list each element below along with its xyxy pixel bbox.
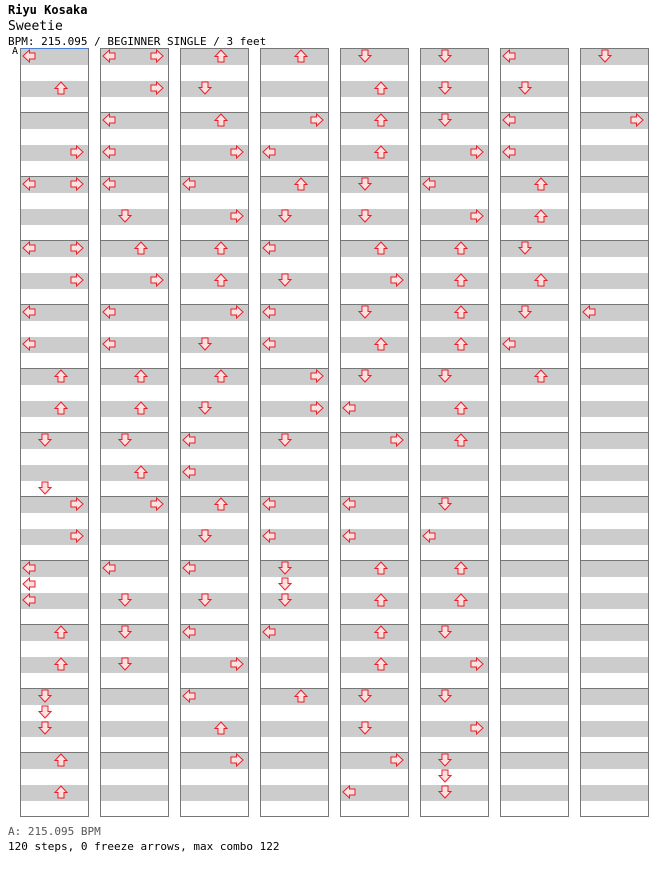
arrow-left-icon — [102, 561, 116, 575]
chart-column — [420, 48, 488, 816]
arrow-up-icon — [54, 785, 68, 799]
measure-box — [420, 752, 489, 817]
arrow-up-icon — [454, 241, 468, 255]
arrow-down-icon — [438, 753, 452, 767]
arrow-left-icon — [342, 785, 356, 799]
arrow-up-icon — [374, 561, 388, 575]
arrow-right-icon — [470, 721, 484, 735]
arrow-down-icon — [198, 337, 212, 351]
arrow-up-icon — [134, 369, 148, 383]
arrow-right-icon — [230, 657, 244, 671]
arrow-right-icon — [150, 81, 164, 95]
arrow-right-icon — [150, 273, 164, 287]
measure-box — [580, 48, 649, 113]
arrow-down-icon — [198, 81, 212, 95]
arrow-up-icon — [214, 113, 228, 127]
arrow-down-icon — [198, 529, 212, 543]
arrow-up-icon — [214, 241, 228, 255]
bpm-marker-label: A — [12, 46, 19, 57]
arrow-left-icon — [22, 561, 36, 575]
arrow-left-icon — [22, 577, 36, 591]
arrow-down-icon — [438, 49, 452, 63]
arrow-right-icon — [150, 497, 164, 511]
arrow-left-icon — [262, 145, 276, 159]
arrow-down-icon — [118, 209, 132, 223]
arrow-down-icon — [598, 49, 612, 63]
measure-box — [500, 688, 569, 753]
arrow-up-icon — [374, 81, 388, 95]
arrow-up-icon — [54, 625, 68, 639]
arrow-right-icon — [630, 113, 644, 127]
arrow-left-icon — [342, 529, 356, 543]
arrow-down-icon — [518, 305, 532, 319]
arrow-left-icon — [502, 337, 516, 351]
chart-column — [580, 48, 648, 816]
arrow-down-icon — [118, 657, 132, 671]
measure-box — [260, 752, 329, 817]
arrow-left-icon — [262, 241, 276, 255]
arrow-left-icon — [262, 497, 276, 511]
measure-box — [580, 560, 649, 625]
arrow-up-icon — [454, 273, 468, 287]
bpm-marker-line — [21, 48, 88, 49]
arrow-up-icon — [374, 241, 388, 255]
measure-box — [500, 624, 569, 689]
arrow-left-icon — [22, 241, 36, 255]
arrow-right-icon — [70, 177, 84, 191]
arrow-right-icon — [390, 753, 404, 767]
arrow-down-icon — [38, 705, 52, 719]
arrow-left-icon — [422, 529, 436, 543]
measure-box — [100, 624, 169, 689]
arrow-down-icon — [358, 177, 372, 191]
arrow-down-icon — [118, 433, 132, 447]
arrow-up-icon — [54, 657, 68, 671]
measure-box — [580, 176, 649, 241]
measure-box — [500, 560, 569, 625]
arrow-up-icon — [454, 305, 468, 319]
measure-box — [500, 752, 569, 817]
measure-box — [260, 560, 329, 625]
arrow-right-icon — [470, 657, 484, 671]
arrow-right-icon — [70, 497, 84, 511]
arrow-right-icon — [310, 401, 324, 415]
arrow-down-icon — [518, 81, 532, 95]
chart-column — [500, 48, 568, 816]
measure-box — [340, 176, 409, 241]
arrow-up-icon — [214, 273, 228, 287]
arrow-up-icon — [374, 593, 388, 607]
arrow-left-icon — [182, 433, 196, 447]
arrow-up-icon — [54, 753, 68, 767]
arrow-down-icon — [278, 561, 292, 575]
chart-meta: BPM: 215.095 / BEGINNER SINGLE / 3 feet — [8, 35, 267, 48]
measure-box — [260, 432, 329, 497]
arrow-left-icon — [182, 561, 196, 575]
arrow-up-icon — [454, 593, 468, 607]
arrow-right-icon — [230, 209, 244, 223]
arrow-up-icon — [294, 177, 308, 191]
arrow-down-icon — [438, 81, 452, 95]
arrow-down-icon — [358, 369, 372, 383]
arrow-up-icon — [374, 113, 388, 127]
measure-box — [500, 432, 569, 497]
arrow-right-icon — [310, 113, 324, 127]
arrow-left-icon — [22, 49, 36, 63]
arrow-down-icon — [278, 593, 292, 607]
arrow-left-icon — [342, 401, 356, 415]
arrow-left-icon — [22, 177, 36, 191]
arrow-down-icon — [358, 689, 372, 703]
arrow-up-icon — [534, 369, 548, 383]
arrow-up-icon — [294, 49, 308, 63]
arrow-down-icon — [438, 497, 452, 511]
arrow-right-icon — [230, 753, 244, 767]
chart-column — [180, 48, 248, 816]
arrow-up-icon — [374, 657, 388, 671]
arrow-left-icon — [182, 689, 196, 703]
arrow-left-icon — [502, 145, 516, 159]
arrow-left-icon — [262, 625, 276, 639]
arrow-left-icon — [102, 49, 116, 63]
chart-column — [100, 48, 168, 816]
arrow-right-icon — [70, 273, 84, 287]
arrow-left-icon — [182, 625, 196, 639]
arrow-left-icon — [22, 305, 36, 319]
arrow-left-icon — [22, 593, 36, 607]
arrow-up-icon — [134, 465, 148, 479]
arrow-up-icon — [214, 49, 228, 63]
step-stats: 120 steps, 0 freeze arrows, max combo 122 — [8, 840, 280, 853]
arrow-right-icon — [310, 369, 324, 383]
arrow-right-icon — [70, 241, 84, 255]
chart-column — [260, 48, 328, 816]
arrow-up-icon — [214, 721, 228, 735]
arrow-up-icon — [134, 401, 148, 415]
arrow-up-icon — [454, 337, 468, 351]
measure-box — [580, 240, 649, 305]
arrow-left-icon — [262, 305, 276, 319]
arrow-left-icon — [582, 305, 596, 319]
measure-box — [100, 752, 169, 817]
arrow-right-icon — [70, 529, 84, 543]
arrow-up-icon — [374, 625, 388, 639]
arrow-left-icon — [102, 177, 116, 191]
measure-box — [580, 752, 649, 817]
arrow-right-icon — [470, 145, 484, 159]
measure-box — [500, 496, 569, 561]
arrow-left-icon — [262, 529, 276, 543]
chart-column — [20, 48, 88, 816]
arrow-down-icon — [278, 577, 292, 591]
arrow-left-icon — [502, 49, 516, 63]
measure-box — [580, 496, 649, 561]
arrow-left-icon — [102, 337, 116, 351]
arrow-down-icon — [358, 721, 372, 735]
arrow-down-icon — [118, 593, 132, 607]
measure-box — [580, 432, 649, 497]
arrow-up-icon — [534, 177, 548, 191]
arrow-up-icon — [214, 369, 228, 383]
arrow-left-icon — [102, 305, 116, 319]
song-title: Sweetie — [8, 19, 63, 34]
arrow-down-icon — [438, 369, 452, 383]
measure-box — [420, 48, 489, 113]
arrow-down-icon — [198, 593, 212, 607]
measure-box — [100, 688, 169, 753]
arrow-left-icon — [182, 465, 196, 479]
arrow-up-icon — [374, 145, 388, 159]
arrow-up-icon — [54, 369, 68, 383]
measure-box — [580, 368, 649, 433]
arrow-up-icon — [294, 689, 308, 703]
arrow-down-icon — [438, 769, 452, 783]
arrow-down-icon — [358, 209, 372, 223]
measure-box — [580, 624, 649, 689]
arrow-up-icon — [54, 401, 68, 415]
arrow-right-icon — [470, 209, 484, 223]
arrow-down-icon — [358, 305, 372, 319]
arrow-left-icon — [102, 145, 116, 159]
arrow-right-icon — [390, 433, 404, 447]
arrow-left-icon — [342, 497, 356, 511]
arrow-down-icon — [438, 785, 452, 799]
arrow-right-icon — [230, 145, 244, 159]
arrow-right-icon — [230, 305, 244, 319]
arrow-right-icon — [70, 145, 84, 159]
arrow-up-icon — [214, 497, 228, 511]
arrow-up-icon — [454, 433, 468, 447]
arrow-down-icon — [198, 401, 212, 415]
arrow-left-icon — [182, 177, 196, 191]
arrow-left-icon — [102, 113, 116, 127]
arrow-down-icon — [38, 433, 52, 447]
chart-column — [340, 48, 408, 816]
bpm-summary: A: 215.095 BPM — [8, 825, 101, 838]
arrow-down-icon — [438, 689, 452, 703]
arrow-up-icon — [454, 561, 468, 575]
measure-box — [20, 432, 89, 497]
arrow-down-icon — [118, 625, 132, 639]
measure-box — [580, 688, 649, 753]
arrow-up-icon — [534, 273, 548, 287]
arrow-right-icon — [390, 273, 404, 287]
arrow-left-icon — [502, 113, 516, 127]
arrow-down-icon — [278, 273, 292, 287]
arrow-up-icon — [54, 81, 68, 95]
arrow-down-icon — [38, 689, 52, 703]
arrow-down-icon — [358, 49, 372, 63]
arrow-down-icon — [278, 433, 292, 447]
arrow-up-icon — [454, 401, 468, 415]
arrow-down-icon — [38, 721, 52, 735]
arrow-right-icon — [150, 49, 164, 63]
arrow-down-icon — [38, 481, 52, 495]
measure-box — [340, 688, 409, 753]
measure-box — [20, 688, 89, 753]
arrow-left-icon — [422, 177, 436, 191]
arrow-up-icon — [374, 337, 388, 351]
arrow-left-icon — [262, 337, 276, 351]
arrow-down-icon — [438, 625, 452, 639]
arrow-up-icon — [134, 241, 148, 255]
arrow-down-icon — [438, 113, 452, 127]
artist-name: Riyu Kosaka — [8, 3, 88, 17]
arrow-up-icon — [534, 209, 548, 223]
arrow-down-icon — [518, 241, 532, 255]
arrow-left-icon — [22, 337, 36, 351]
arrow-down-icon — [278, 209, 292, 223]
